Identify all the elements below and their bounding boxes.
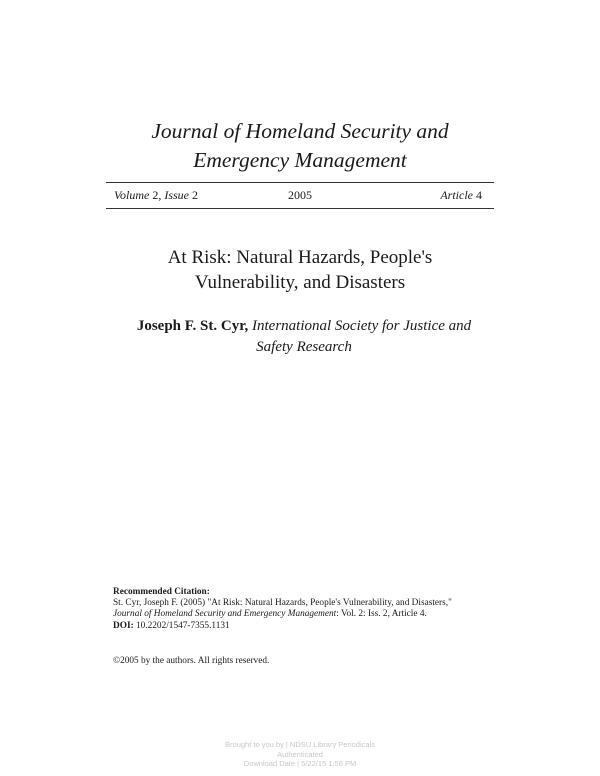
author-name: Joseph F. St. Cyr,	[136, 318, 249, 334]
issue-number: 2	[192, 188, 198, 202]
citation-heading: Recommended Citation:	[113, 587, 210, 597]
citation-line-2	[113, 609, 513, 620]
journal-title-line-2: Emergency Management	[193, 148, 407, 172]
article-num: 4	[476, 188, 482, 202]
citation-line-1: St. Cyr, Joseph F. (2005) "At Risk: Natural Hazards, People's Vulnerability, and Disasters,"	[113, 598, 452, 609]
download-stamp-line-2: Authenticated	[277, 749, 323, 759]
download-stamp-line-3: Download Date | 5/22/15 1:56 PM	[243, 759, 357, 768]
volume-number: 2	[152, 188, 159, 202]
volume-label: Volume	[114, 188, 150, 202]
download-stamp-line-1: Brought to you by | NDSU Library Periodicals	[225, 740, 375, 749]
journal-title-line-1: Journal of Homeland Security and	[151, 119, 449, 143]
article-number	[440, 188, 482, 202]
citation-volume-info: : Vol. 2: Iss. 2, Article 4.	[336, 609, 427, 620]
author-affiliation-line-2: Safety Research	[256, 339, 352, 355]
citation-journal-name: Journal of Homeland Security and Emergency Management	[113, 609, 337, 620]
bottom-rule-divider	[106, 208, 494, 209]
download-stamp	[0, 740, 600, 769]
copyright-notice: ©2005 by the authors. All rights reserved.	[113, 656, 270, 666]
top-rule-divider	[106, 182, 494, 183]
paper-title	[0, 245, 600, 295]
author-block	[118, 316, 490, 358]
doi-value: 10.2202/1547-7355.1131	[136, 620, 230, 631]
article-label: Article	[440, 188, 473, 202]
paper-title-line-1: At Risk: Natural Hazards, People's	[167, 247, 433, 268]
doi-label: DOI:	[113, 620, 134, 631]
recommended-citation	[113, 587, 513, 632]
publication-year: 2005	[288, 188, 312, 202]
journal-title	[0, 117, 600, 175]
issue-label: Issue	[164, 188, 189, 202]
volume-issue: Volume 2, Issue 2	[114, 188, 198, 202]
doi-line	[113, 621, 513, 632]
paper-title-line-2: Vulnerability, and Disasters	[194, 272, 406, 293]
author-affiliation-line-1: International Society for Justice and	[252, 318, 472, 334]
